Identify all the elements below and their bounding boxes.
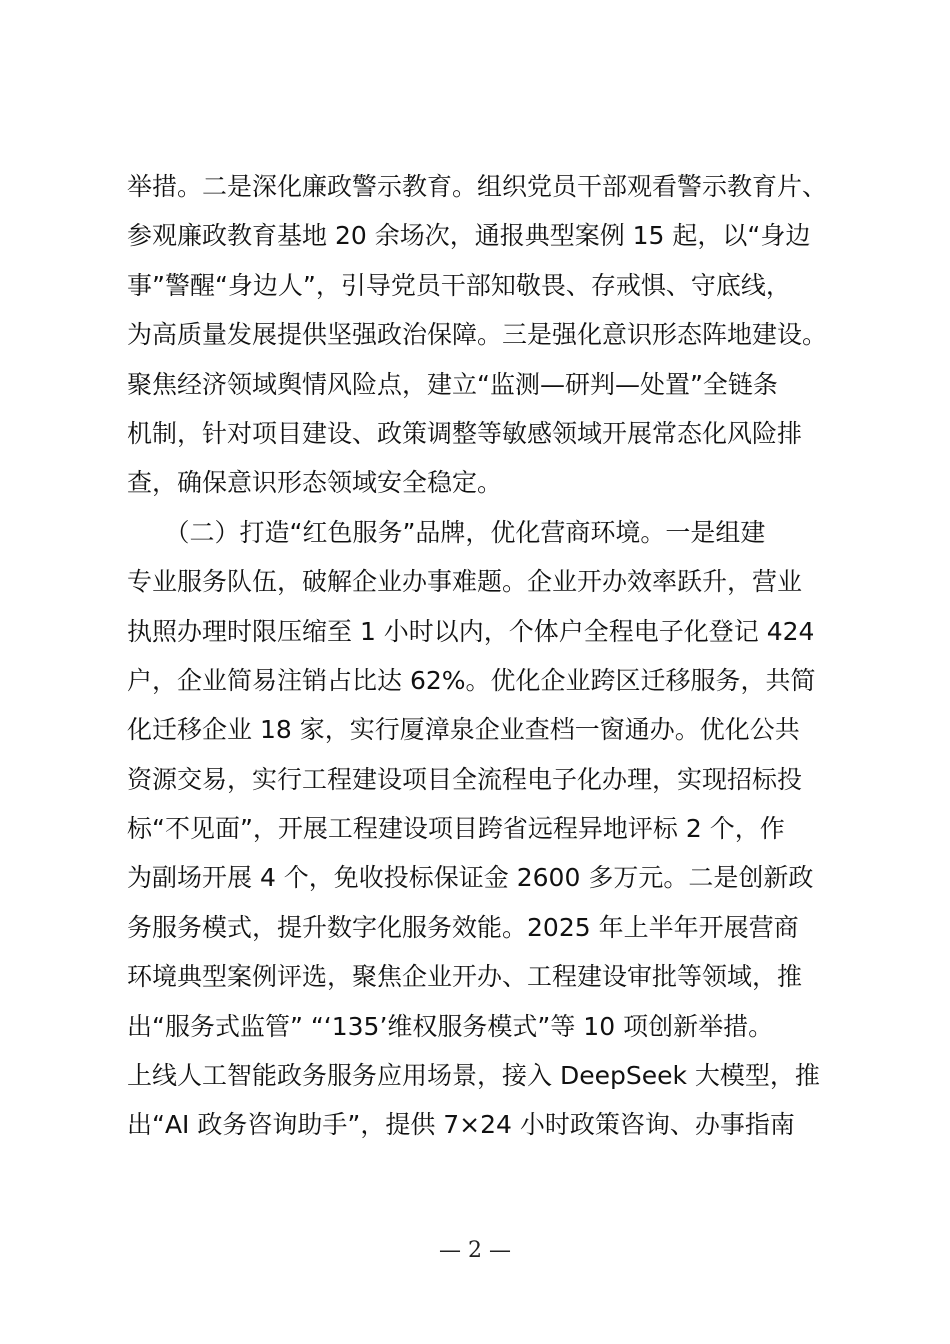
body-text — [127, 162, 847, 1150]
text-line: 化迁移企业 18 家，实行厦漳泉企业查档一窗通办。优化公共 — [127, 715, 800, 745]
text-line: 环境典型案例评选，聚焦企业开办、工程建设审批等领域，推 — [127, 962, 803, 992]
text-line: 参观廉政教育基地 20 余场次，通报典型案例 15 起，以“身边 — [127, 221, 811, 251]
text-line: （二）打造“红色服务”品牌，优化营商环境。一是组建 — [127, 517, 766, 547]
text-line: 资源交易，实行工程建设项目全流程电子化办理，实现招标投 — [127, 764, 803, 794]
text-line: 为副场开展 4 个，免收投标保证金 2600 多万元。二是创新政 — [127, 863, 814, 893]
text-line: 上线人工智能政务服务应用场景，接入 DeepSeek 大模型，推 — [127, 1061, 820, 1091]
page-number: — 2 — — [439, 1238, 511, 1263]
text-line: 务服务模式，提升数字化服务效能。2025 年上半年开展营商 — [127, 912, 799, 942]
text-line: 举措。二是深化廉政警示教育。组织党员干部观看警示教育片、 — [127, 172, 828, 201]
text-line: 查，确保意识形态领域安全稳定。 — [127, 468, 503, 498]
text-line: 为高质量发展提供坚强政治保障。三是强化意识形态阵地建设。 — [127, 320, 828, 350]
text-line: 出“服务式监管” “‘135’维权服务模式”等 10 项创新举措。 — [127, 1011, 774, 1041]
text-line: 机制，针对项目建设、政策调整等敏感领域开展常态化风险排 — [127, 418, 803, 448]
text-line: 标“不见面”，开展工程建设项目跨省远程异地评标 2 个，作 — [127, 814, 785, 844]
text-line: 执照办理时限压缩至 1 小时以内，个体户全程电子化登记 424 — [127, 616, 815, 646]
text-line: 出“AI 政务咨询助手”，提供 7×24 小时政策咨询、办事指南 — [127, 1110, 795, 1140]
text-line: 聚焦经济领域舆情风险点，建立“监测—研判—处置”全链条 — [127, 369, 778, 399]
text-line: 专业服务队伍，破解企业办事难题。企业开办效率跃升，营业 — [127, 567, 803, 597]
text-line: 户，企业简易注销占比达 62%。优化企业跨区迁移服务，共简 — [127, 665, 816, 695]
text-line: 事”警醒“身边人”，引导党员干部知敬畏、存戒惧、守底线， — [127, 270, 791, 300]
